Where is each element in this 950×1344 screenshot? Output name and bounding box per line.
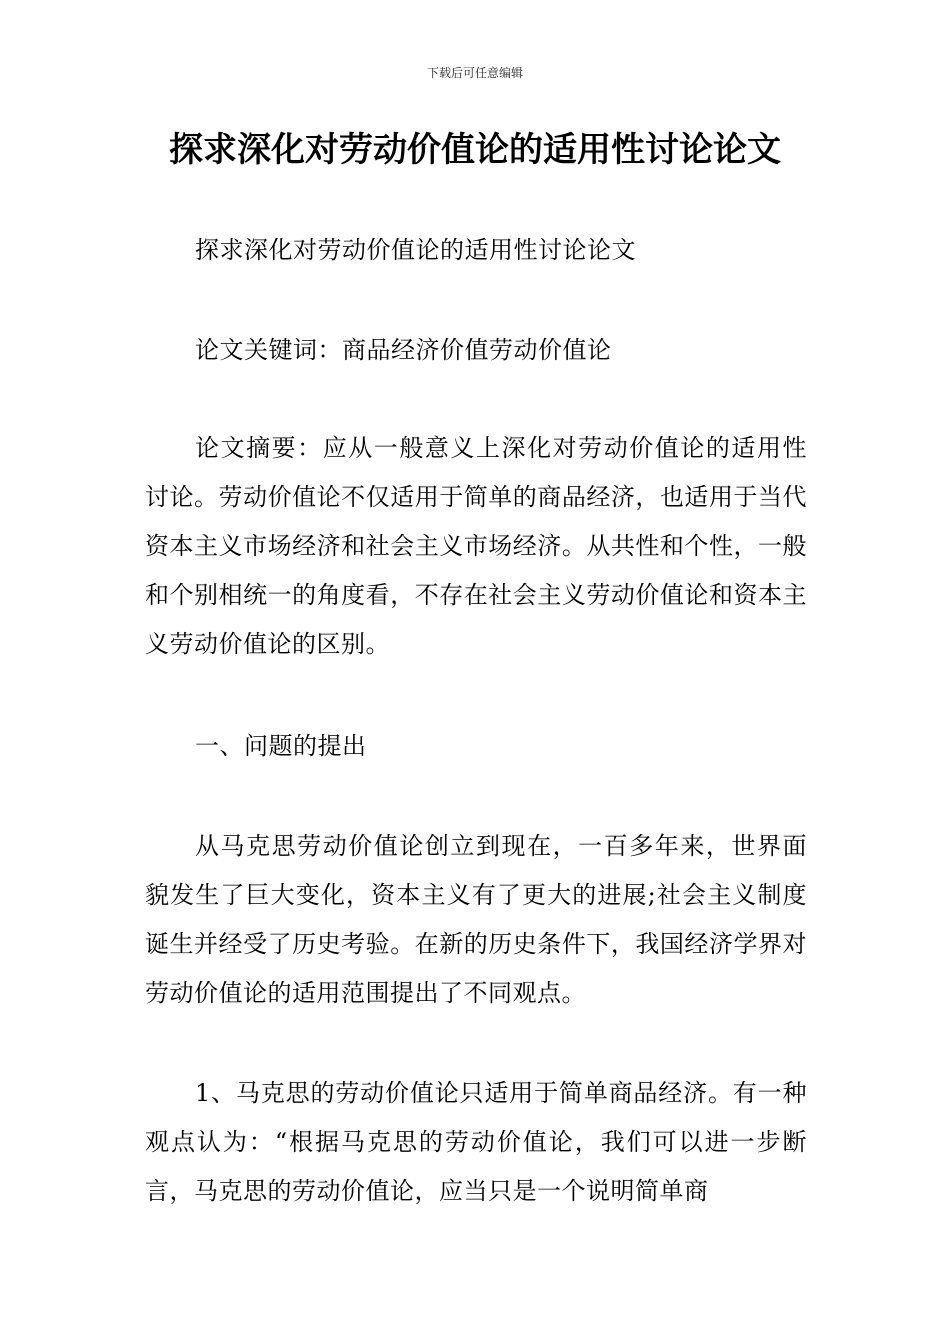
header-note: 下载后可任意编辑 <box>426 66 523 80</box>
paragraph-body: 从马克思劳动价值论创立到现在，一百多年来，世界面貌发生了巨大变化，资本主义有了更大的进展;社会主义制度诞生并经受了历史考验。在新的历史条件下，我国经济学界对劳动价值论的适用范围提出了不同观点。 <box>145 832 807 1007</box>
paragraph-keywords: 论文关键词：商品经济价值劳动价值论 <box>195 336 612 364</box>
document-title: 探求深化对劳动价值论的适用性讨论论文 <box>169 130 781 170</box>
section-heading: 一、问题的提出 <box>195 732 367 760</box>
paragraph-point-one: 1、马克思的劳动价值论只适用于简单商品经济。有一种观点认为：“根据马克思的劳动价值论，我们可以进一步断言，马克思的劳动价值论，应当只是一个说明简单商 <box>145 1079 807 1205</box>
paragraph-abstract: 论文摘要：应从一般意义上深化对劳动价值论的适用性讨论。劳动价值论不仅适用于简单的商品经济，也适用于当代资本主义市场经济和社会主义市场经济。从共性和个性，一般和个别相统一的角度看，不存在社会主义劳动价值论和资本主义劳动价值论的区别。 <box>145 434 807 658</box>
paragraph-subtitle: 探求深化对劳动价值论的适用性讨论论文 <box>195 236 636 264</box>
